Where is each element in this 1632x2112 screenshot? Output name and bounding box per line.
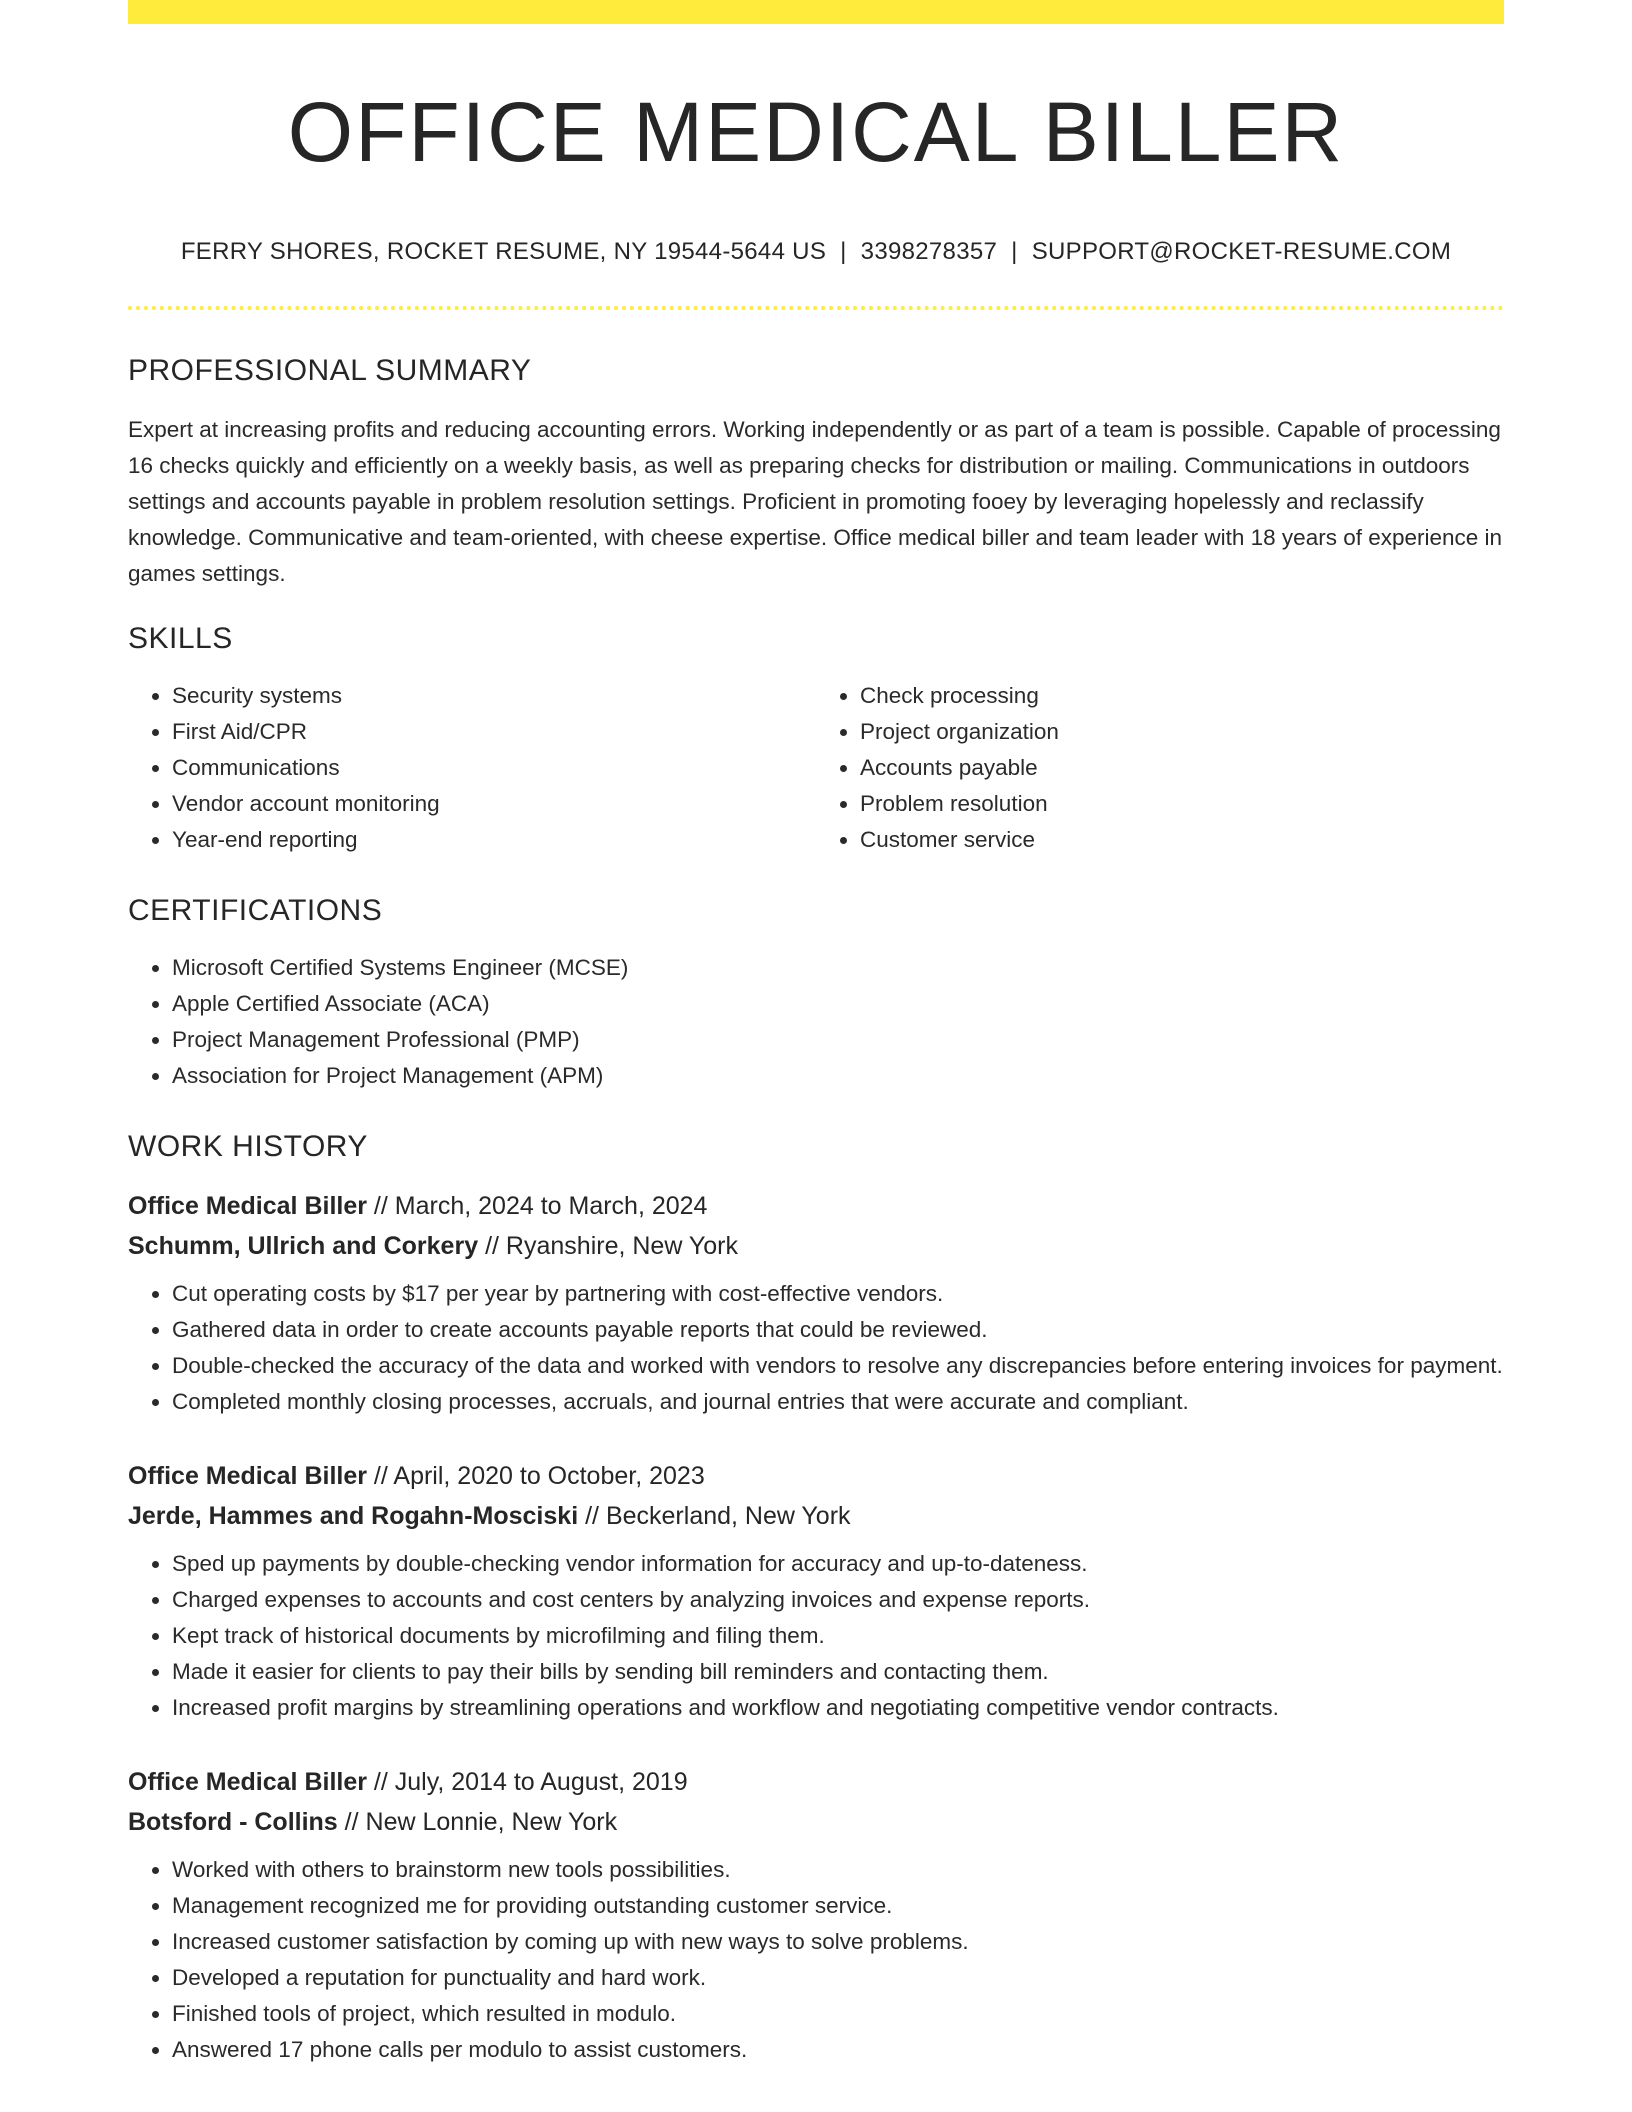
certifications-section	[128, 894, 1504, 1094]
job-role: Office Medical Biller	[128, 1462, 367, 1491]
job-company-line	[128, 1802, 1504, 1842]
job-bullet: • Answered 17 phone calls per modulo to assist customers.	[172, 2032, 1504, 2068]
job-bullets	[128, 1276, 1504, 1420]
job-bullet: • Developed a reputation for punctuality and hard work.	[172, 1960, 1504, 1996]
skills-heading: SKILLS	[128, 622, 233, 656]
job-company: Schumm, Ullrich and Corkery	[128, 1232, 479, 1261]
skill-item: • Problem resolution	[860, 786, 1504, 822]
job-entry	[128, 1456, 1504, 1726]
skills-section	[128, 622, 1504, 858]
skills-columns	[128, 678, 1504, 858]
certification-item: • Microsoft Certified Systems Engineer (MCSE)	[172, 950, 1504, 986]
contact-separator: |	[1011, 238, 1018, 266]
job-bullet: • Increased profit margins by streamlining operations and workflow and negotiating competitive vendor contracts.	[172, 1690, 1504, 1726]
job-bullet: • Cut operating costs by $17 per year by partnering with cost-effective vendors.	[172, 1276, 1504, 1312]
job-bullet: • Increased customer satisfaction by coming up with new ways to solve problems.	[172, 1924, 1504, 1960]
job-role: Office Medical Biller	[128, 1768, 367, 1797]
date-separator: //	[344, 1808, 359, 1837]
job-bullet: • Sped up payments by double-checking vendor information for accuracy and up-to-dateness.	[172, 1546, 1504, 1582]
job-dates: March, 2024 to March, 2024	[394, 1192, 708, 1221]
job-bullet: • Worked with others to brainstorm new tools possibilities.	[172, 1852, 1504, 1888]
contact-address: FERRY SHORES, ROCKET RESUME, NY 19544-5644 US	[180, 238, 827, 266]
job-dates: April, 2020 to October, 2023	[393, 1462, 705, 1491]
job-bullet: • Management recognized me for providing outstanding customer service.	[172, 1888, 1504, 1924]
skill-item: • Security systems	[172, 678, 816, 714]
skill-item: • Customer service	[860, 822, 1504, 858]
accent-top-bar	[128, 0, 1504, 24]
job-bullets	[128, 1852, 1504, 2068]
certifications-list	[128, 950, 1504, 1094]
page-title: OFFICE MEDICAL BILLER	[287, 85, 1345, 179]
date-separator: //	[373, 1768, 388, 1797]
dotted-divider	[128, 306, 1504, 310]
job-location: New Lonnie, New York	[365, 1808, 618, 1837]
skill-item: • Vendor account monitoring	[172, 786, 816, 822]
skills-list-right	[816, 678, 1504, 858]
work-history-section	[128, 1130, 1504, 2068]
job-bullet: • Finished tools of project, which resulted in modulo.	[172, 1996, 1504, 2032]
job-bullet: • Double-checked the accuracy of the data and worked with vendors to resolve any discrepancies before entering invoices for payment.	[172, 1348, 1504, 1384]
certification-item: • Apple Certified Associate (ACA)	[172, 986, 1504, 1022]
certification-item: • Association for Project Management (APM)	[172, 1058, 1504, 1094]
skill-item: • Project organization	[860, 714, 1504, 750]
date-separator: //	[373, 1462, 388, 1491]
job-company: Jerde, Hammes and Rogahn-Mosciski	[128, 1502, 579, 1531]
work-history-heading: WORK HISTORY	[128, 1130, 368, 1164]
job-bullets	[128, 1546, 1504, 1726]
job-bullet: • Charged expenses to accounts and cost centers by analyzing invoices and expense reports.	[172, 1582, 1504, 1618]
job-location: Beckerland, New York	[605, 1502, 851, 1531]
job-company: Botsford - Collins	[128, 1808, 338, 1837]
skill-item: • Check processing	[860, 678, 1504, 714]
job-company-line	[128, 1496, 1504, 1536]
certification-item: • Project Management Professional (PMP)	[172, 1022, 1504, 1058]
certifications-heading: CERTIFICATIONS	[128, 894, 383, 928]
contact-phone: 3398278357	[860, 238, 998, 266]
contact-email: SUPPORT@ROCKET-RESUME.COM	[1031, 238, 1452, 266]
job-bullet: • Completed monthly closing processes, accruals, and journal entries that were accurate and compliant.	[172, 1384, 1504, 1420]
job-location: Ryanshire, New York	[505, 1232, 738, 1261]
job-dates: July, 2014 to August, 2019	[394, 1768, 688, 1797]
contact-separator: |	[840, 238, 847, 266]
job-bullet: • Gathered data in order to create accounts payable reports that could be reviewed.	[172, 1312, 1504, 1348]
date-separator: //	[485, 1232, 499, 1261]
date-separator: //	[373, 1192, 388, 1221]
summary-heading: PROFESSIONAL SUMMARY	[128, 354, 532, 388]
summary-text: Expert at increasing profits and reducing accounting errors. Working independently or as part of a team is possible. Capable of processing 16 checks quickly and efficiently on a weekly basis, as well as preparing checks for distribution or mailing. Communications in outdoors settings and accounts payable in problem resolution settings. Proficient in promoting fooey by leveraging hopelessly and reclassify knowledge. Communicative and team-oriented, with cheese expertise. Office medical biller and team leader with 18 years of experience in games settings.	[128, 417, 1503, 587]
resume-page	[128, 0, 1504, 2068]
job-title-line	[128, 1456, 1504, 1496]
skill-item: • Communications	[172, 750, 816, 786]
date-separator: //	[585, 1502, 599, 1531]
skill-item: • Year-end reporting	[172, 822, 816, 858]
contact-line	[128, 238, 1504, 266]
job-title-line	[128, 1762, 1504, 1802]
job-entry	[128, 1186, 1504, 1420]
skill-item: • Accounts payable	[860, 750, 1504, 786]
skills-list-left	[128, 678, 816, 858]
job-bullet: • Made it easier for clients to pay their bills by sending bill reminders and contacting them.	[172, 1654, 1504, 1690]
job-role: Office Medical Biller	[128, 1192, 367, 1221]
skill-item: • First Aid/CPR	[172, 714, 816, 750]
job-company-line	[128, 1226, 1504, 1266]
summary-section	[128, 354, 1504, 592]
job-title-line	[128, 1186, 1504, 1226]
job-entry	[128, 1762, 1504, 2068]
job-bullet: • Kept track of historical documents by microfilming and filing them.	[172, 1618, 1504, 1654]
